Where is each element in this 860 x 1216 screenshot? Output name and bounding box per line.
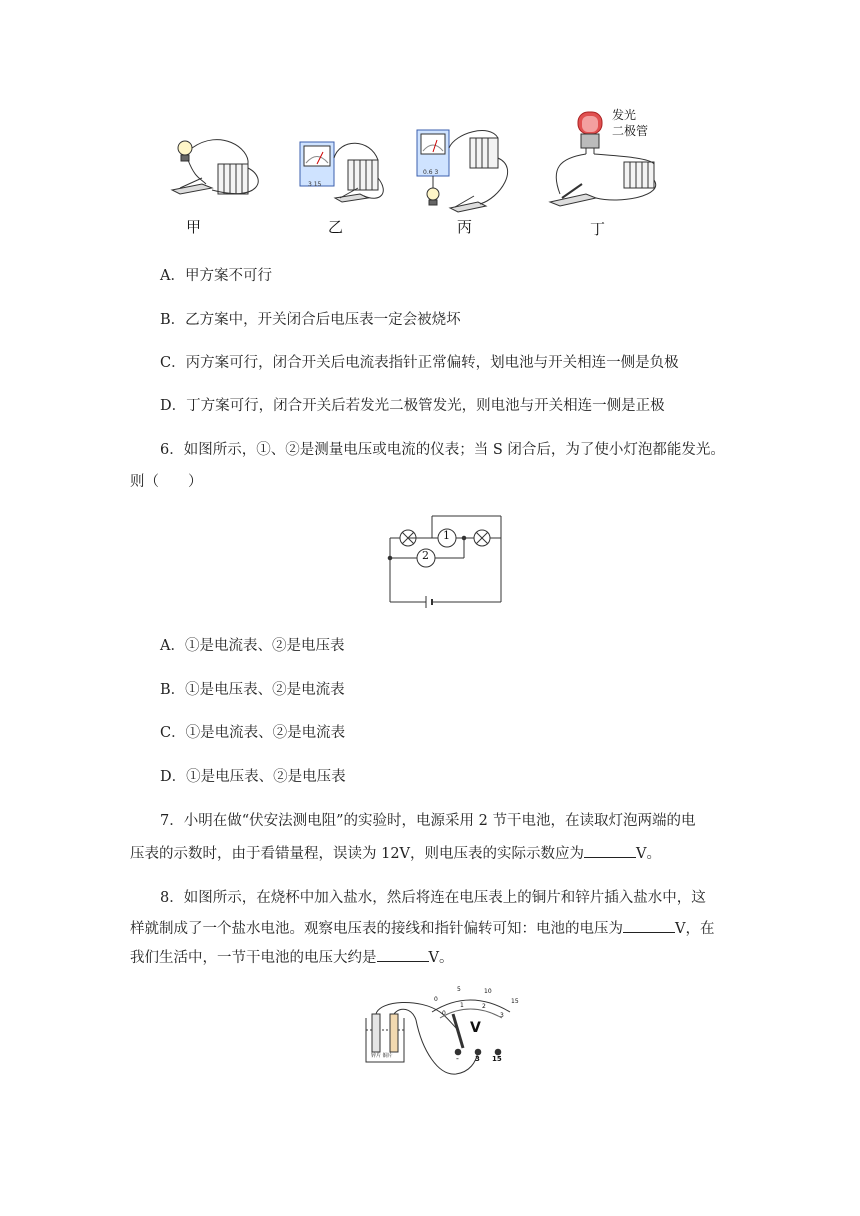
terminal-3: 3 [475,1055,480,1063]
scale-top-10: 10 [484,988,492,995]
q8-text-after-blank1: V，在 [675,921,715,937]
q6-option-d: D．①是电压表、②是电压表 [160,769,346,785]
q7-answer-blank [584,843,636,858]
q7-stem-line1: 7．小明在做“伏安法测电阻”的实验时，电源采用 2 节干电池，在读取灯泡两端的电 [160,813,696,829]
q6-option-a: A．①是电流表、②是电压表 [160,638,345,654]
led-label-line2: 二极管 [612,124,649,138]
scale-bottom-1: 1 [460,1002,464,1009]
q5-option-d: D．丁方案可行，闭合开关后若发光二极管发光，则电池与开关相连一侧是正极 [160,398,665,414]
q6-stem-line2: 则（ ） [130,474,203,490]
terminal-negative: - [456,1054,459,1063]
terminal-15: 15 [492,1055,502,1063]
scheme-yi-drawing [300,142,383,202]
q6-stem-line1: 6．如图所示，①、②是测量电压或电流的仪表；当 S 闭合后，为了使小灯泡都能发光。 [160,442,725,458]
q8-stem-line3 [130,947,453,968]
scale-bottom-0: 0 [442,1010,446,1017]
scheme-label-ding: 丁 [590,220,606,238]
meter-scale-b: 0.6 3 [423,169,439,176]
plate-labels: 锌片 铜片 [371,1053,393,1059]
q8-text-after-blank2: V。 [428,950,454,966]
q8-answer-blank-2 [377,947,429,962]
bulb-right-symbol [474,530,490,546]
scale-top-5: 5 [457,986,461,993]
q8-stem-line1: 8．如图所示，在烧杯中加入盐水，然后将连在电压表上的铜片和锌片插入盐水中，这 [160,890,706,906]
q8-text-before-blank2: 我们生活中，一节干电池的电压大约是 [130,950,377,966]
scheme-label-yi: 乙 [328,218,344,236]
q7-text-after-blank: V。 [636,846,662,862]
meter-1-label: 1 [443,529,450,542]
scheme-label-jia: 甲 [186,218,202,236]
q6-option-c: C．①是电流表、②是电流表 [160,725,346,741]
meter-scale-a: 3 15 [308,181,322,188]
scale-top-0: 0 [434,996,438,1003]
scale-top-15: 15 [511,998,519,1005]
q8-answer-blank-1 [623,918,675,933]
q5-option-c: C．丙方案可行，闭合开关后电流表指针正常偏转，划电池与开关相连一侧是负极 [160,355,679,371]
q7-stem-line2 [130,843,661,864]
q8-text-before-blank1: 样就制成了一个盐水电池。观察电压表的接线和指针偏转可知：电池的电压为 [130,921,623,937]
q5-option-b: B．乙方案中，开关闭合后电压表一定会被烧坏 [160,312,461,328]
q6-option-b: B．①是电压表、②是电流表 [160,682,345,698]
scheme-label-bing: 丙 [457,218,473,236]
scale-bottom-3: 3 [500,1012,504,1019]
q6-circuit-diagram [380,510,510,610]
top-circuit-figure [150,108,680,238]
scheme-jia-drawing [172,140,258,194]
four-schemes-drawing [150,108,680,218]
meter-2-label: 2 [422,549,429,562]
q7-text-before-blank: 压表的示数时，由于看错量程，误读为 12V，则电压表的实际示数应为 [130,846,585,862]
salt-battery-figure [360,986,530,1080]
led-label-line1: 发光 [612,108,637,122]
q5-option-a: A．甲方案不可行 [160,268,272,284]
voltmeter-unit: V [470,1020,481,1036]
q8-stem-line2 [130,918,714,939]
scale-bottom-2: 2 [482,1003,486,1010]
